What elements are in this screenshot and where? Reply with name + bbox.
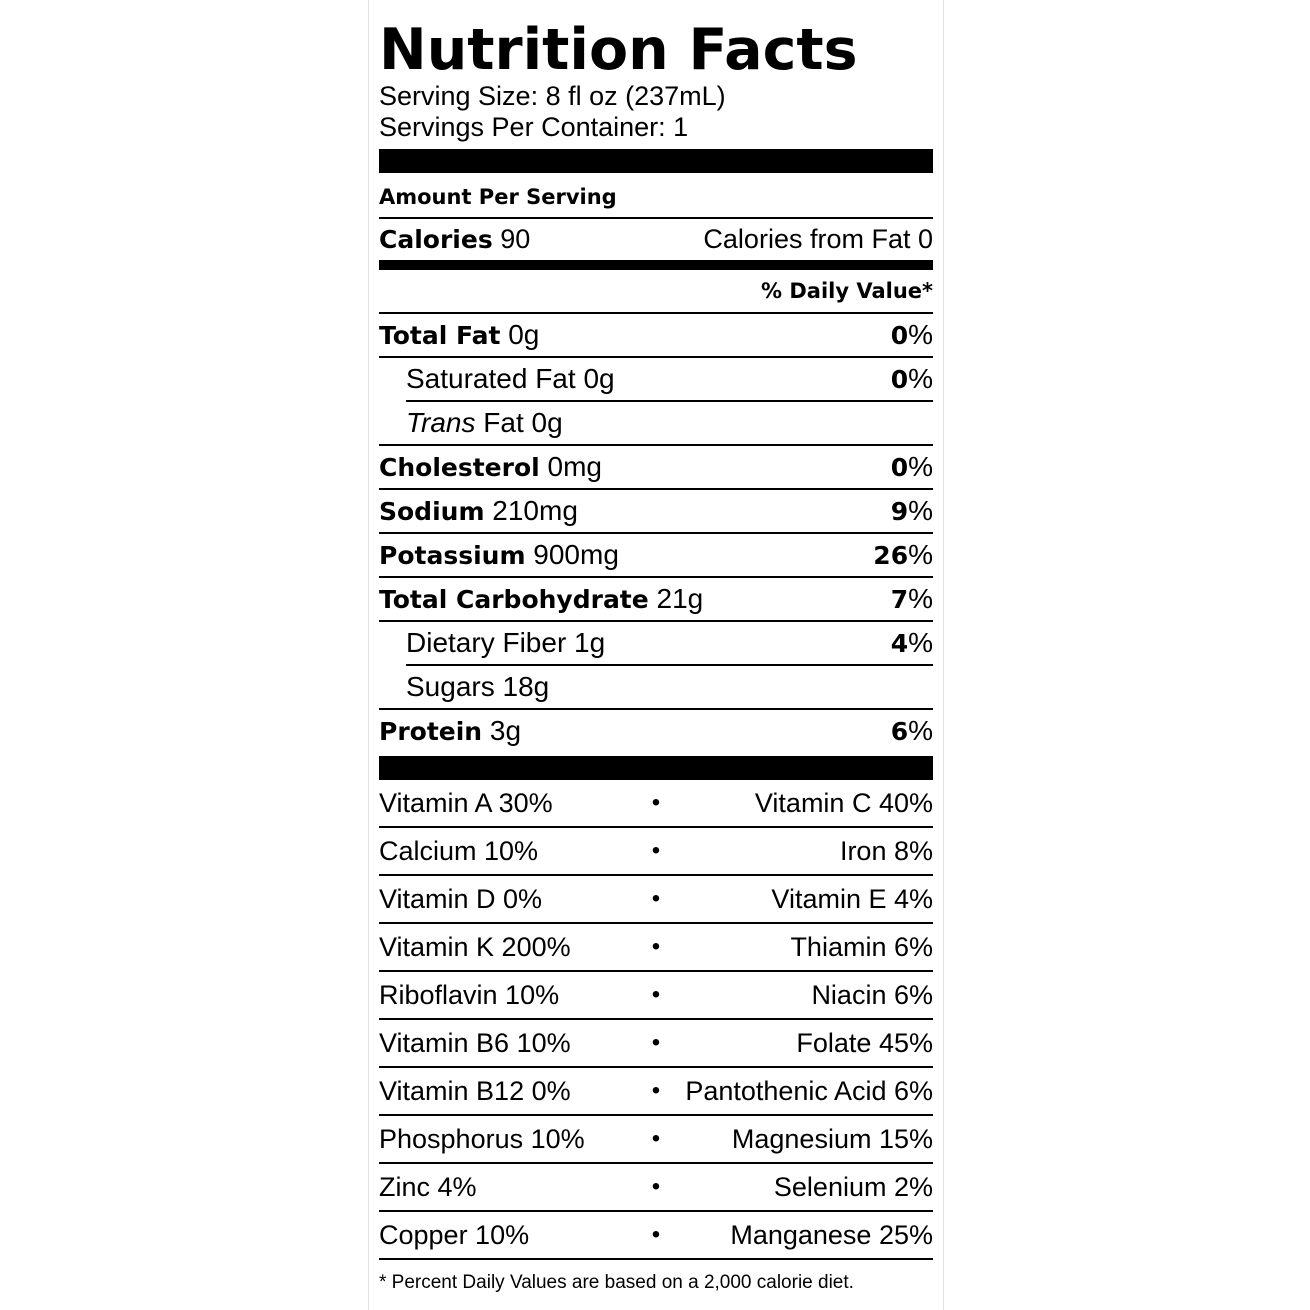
nutrient-amount: 1g — [574, 627, 606, 658]
daily-value-number: 6 — [890, 716, 909, 746]
bullet-separator: • — [651, 1173, 661, 1200]
nutrient-row-protein — [379, 710, 933, 752]
vitamin-left: Zinc 4% — [379, 1172, 477, 1202]
nutrient-amount: 210mg — [492, 494, 578, 526]
daily-value-number: 0 — [890, 452, 909, 482]
nutrient-amount: 900mg — [533, 538, 619, 570]
nutrient-amount: 18g — [502, 671, 550, 702]
serving-size: Serving Size: 8 fl oz (237mL) — [379, 81, 726, 111]
daily-value-number: 9 — [890, 496, 909, 526]
vitamin-left: Vitamin D 0% — [379, 884, 543, 914]
nutrient-name: Dietary Fiber — [406, 627, 567, 658]
daily-value-sign: % — [908, 450, 933, 482]
bullet-separator: • — [651, 1221, 661, 1248]
vitamin-right: Selenium 2% — [773, 1172, 933, 1202]
bullet-separator: • — [651, 933, 661, 960]
nutrient-name: Protein — [379, 716, 483, 746]
vitamin-row — [379, 828, 933, 874]
calories-value: 90 — [500, 224, 531, 254]
nutrient-name: Total Carbohydrate — [379, 584, 649, 614]
nutrient-name: Potassium — [379, 540, 526, 570]
bullet-separator: • — [651, 1029, 661, 1056]
nutrient-amount: 0g — [583, 363, 615, 394]
vitamin-left: Vitamin K 200% — [379, 932, 571, 962]
vitamin-right: Iron 8% — [839, 836, 933, 866]
vitamin-right: Magnesium 15% — [731, 1124, 933, 1154]
footnote: * Percent Daily Values are based on a 2,000 calorie diet. — [379, 1272, 854, 1293]
nutrient-name: Sodium — [379, 496, 485, 526]
bullet-separator: • — [651, 789, 661, 816]
vitamin-row — [379, 1164, 933, 1210]
vitamin-right: Manganese 25% — [730, 1220, 933, 1250]
daily-value-sign: % — [908, 582, 933, 614]
daily-value-header-row — [379, 270, 933, 312]
label-title: Nutrition Facts — [379, 17, 858, 83]
nutrient-row-total-fat — [379, 314, 933, 356]
nutrient-name: Sugars — [406, 671, 495, 702]
nutrient-amount: 3g — [489, 714, 522, 746]
vitamin-right: Vitamin C 40% — [754, 788, 933, 818]
daily-value-header: % Daily Value* — [761, 279, 933, 303]
vitamin-left: Riboflavin 10% — [379, 980, 560, 1010]
daily-value-number: 7 — [890, 584, 909, 614]
daily-value-number: 4 — [890, 628, 909, 658]
vitamin-row — [379, 1068, 933, 1114]
vitamin-left: Vitamin A 30% — [379, 788, 553, 818]
daily-value-number: 26 — [873, 540, 909, 570]
nutrient-name: Saturated Fat — [406, 363, 576, 394]
thick-divider — [379, 756, 933, 780]
daily-value-sign: % — [908, 362, 933, 394]
vitamin-right: Folate 45% — [796, 1028, 933, 1058]
nutrient-row-trans-fat — [406, 402, 933, 444]
indented-group — [379, 622, 933, 708]
nutrient-row-sodium — [379, 490, 933, 532]
daily-value-sign: % — [908, 714, 933, 746]
calories-row — [379, 219, 933, 260]
vitamin-right: Thiamin 6% — [790, 932, 933, 962]
vitamin-row — [379, 972, 933, 1018]
vitamin-row — [379, 924, 933, 970]
vitamin-left: Copper 10% — [379, 1220, 530, 1250]
nutrient-row-dietary-fiber — [406, 622, 933, 664]
nutrient-row-potassium — [379, 534, 933, 576]
daily-value-number: 0 — [890, 320, 909, 350]
indented-group — [379, 358, 933, 444]
daily-value-sign: % — [908, 626, 933, 658]
bullet-separator: • — [651, 885, 661, 912]
nutrient-row-total-carbohydrate — [379, 578, 933, 620]
nutrient-row-saturated-fat — [406, 358, 933, 400]
vitamin-row — [379, 780, 933, 826]
nutrient-amount: 0g — [508, 318, 540, 350]
bullet-separator: • — [651, 1077, 661, 1104]
vitamin-left: Calcium 10% — [379, 836, 539, 866]
calories — [379, 219, 530, 260]
daily-value-sign: % — [908, 538, 933, 570]
daily-value-sign: % — [908, 494, 933, 526]
nutrient-amount: 0mg — [547, 450, 602, 482]
nutrient-name-italic: Trans — [406, 407, 476, 438]
servings-per-container: Servings Per Container: 1 — [379, 112, 689, 142]
calories-from-fat: Calories from Fat 0 — [703, 224, 933, 254]
nutrient-row-sugars — [406, 666, 933, 708]
daily-value-sign: % — [908, 318, 933, 350]
bullet-separator: • — [651, 837, 661, 864]
vitamin-left: Vitamin B6 10% — [379, 1028, 571, 1058]
nutrient-name: Cholesterol — [379, 452, 540, 482]
vitamin-right: Niacin 6% — [811, 980, 933, 1010]
thick-divider — [379, 149, 933, 173]
calories-label: Calories — [379, 225, 493, 254]
medium-divider — [379, 260, 933, 270]
nutrient-name: Fat — [483, 407, 524, 438]
nutrient-amount: 21g — [656, 582, 704, 614]
nutrient-name: Total Fat — [379, 320, 501, 350]
vitamin-row — [379, 1212, 933, 1258]
vitamin-row — [379, 1116, 933, 1162]
vitamin-row — [379, 1020, 933, 1066]
daily-value-number: 0 — [890, 364, 909, 394]
vitamin-left: Vitamin B12 0% — [379, 1076, 571, 1106]
vitamin-row — [379, 876, 933, 922]
amount-per-serving: Amount Per Serving — [379, 185, 617, 209]
nutrient-row-cholesterol — [379, 446, 933, 488]
label-content — [379, 0, 933, 1300]
vitamin-left: Phosphorus 10% — [379, 1124, 585, 1154]
bullet-separator: • — [651, 981, 661, 1008]
nutrition-facts-label — [368, 0, 944, 1310]
bullet-separator: • — [651, 1125, 661, 1152]
vitamin-right: Vitamin E 4% — [771, 884, 933, 914]
vitamin-right: Pantothenic Acid 6% — [685, 1076, 933, 1106]
nutrient-amount: 0g — [531, 407, 563, 438]
